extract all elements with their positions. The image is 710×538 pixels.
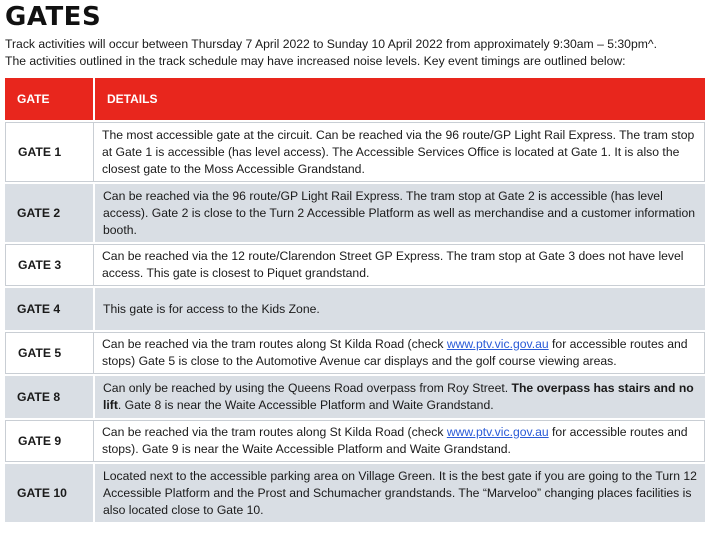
- table-row: [5, 288, 705, 330]
- gate-details: Can only be reached by using the Queens Road overpass from Roy Street. The overpass has stairs and no lift. Gate 8 is near the Waite Accessible Platform and Waite Grandstand.: [93, 376, 705, 418]
- table-row: [5, 420, 705, 462]
- table-row: [5, 184, 705, 242]
- header-gate: GATE: [5, 78, 93, 120]
- gate-name: GATE 9: [5, 420, 93, 462]
- warning-text: The overpass has stairs and no lift: [103, 381, 694, 412]
- intro-text: [5, 36, 705, 70]
- page-title: GATES: [5, 2, 102, 32]
- gate-name: GATE 5: [5, 332, 93, 374]
- header-details: DETAILS: [93, 78, 705, 120]
- ptv-link[interactable]: www.ptv.vic.gov.au: [446, 337, 549, 351]
- gate-details: Can be reached via the tram routes along St Kilda Road (check www.ptv.vic.gov.au for accessible routes and stops). Gate 9 is near the Waite Accessible Platform and Waite Grandstand.: [93, 420, 705, 462]
- table-row: [5, 464, 705, 522]
- gate-details: This gate is for access to the Kids Zone.: [93, 288, 705, 330]
- gate-details: Can be reached via the 96 route/GP Light Rail Express. The tram stop at Gate 2 is accessible (has level access). Gate 2 is close to the Turn 2 Accessible Platform as well as merchandise and a customer information booth.: [93, 184, 705, 242]
- table-header-row: [5, 78, 705, 120]
- gate-name: GATE 3: [5, 244, 93, 286]
- gates-table: [5, 76, 705, 524]
- gate-name: GATE 1: [5, 122, 93, 182]
- gate-details: Located next to the accessible parking area on Village Green. It is the best gate if you are going to the Turn 12 Accessible Platform and the Prost and Schumacher grandstands. The “Marveloo” changing places facilities is also located close to Gate 10.: [93, 464, 705, 522]
- ptv-link[interactable]: www.ptv.vic.gov.au: [446, 425, 549, 439]
- gate-name: GATE 8: [5, 376, 93, 418]
- table-row: [5, 332, 705, 374]
- table-row: [5, 376, 705, 418]
- gate-name: GATE 10: [5, 464, 93, 522]
- gate-details: Can be reached via the tram routes along St Kilda Road (check www.ptv.vic.gov.au for accessible routes and stops) Gate 5 is close to the Automotive Avenue car displays and the golf course viewing areas.: [93, 332, 705, 374]
- gate-details: Can be reached via the 12 route/Clarendon Street GP Express. The tram stop at Gate 3 does not have level access. This gate is closest to Piquet grandstand.: [93, 244, 705, 286]
- intro-line: Track activities will occur between Thursday 7 April 2022 to Sunday 10 April 2022 from approximately 9:30am – 5:30pm^.: [5, 37, 657, 51]
- table-body: [5, 122, 705, 522]
- table-row: [5, 122, 705, 182]
- gate-name: GATE 2: [5, 184, 93, 242]
- table-row: [5, 244, 705, 286]
- gate-details: The most accessible gate at the circuit. Can be reached via the 96 route/GP Light Rail Express. The tram stop at Gate 1 is accessible (has level access). The Accessible Services Office is located at Gate 1. It is also the closest gate to the Moss Accessible Grandstand.: [93, 122, 705, 182]
- gate-name: GATE 4: [5, 288, 93, 330]
- intro-line: The activities outlined in the track schedule may have increased noise levels. Key event timings are outlined below:: [5, 54, 626, 68]
